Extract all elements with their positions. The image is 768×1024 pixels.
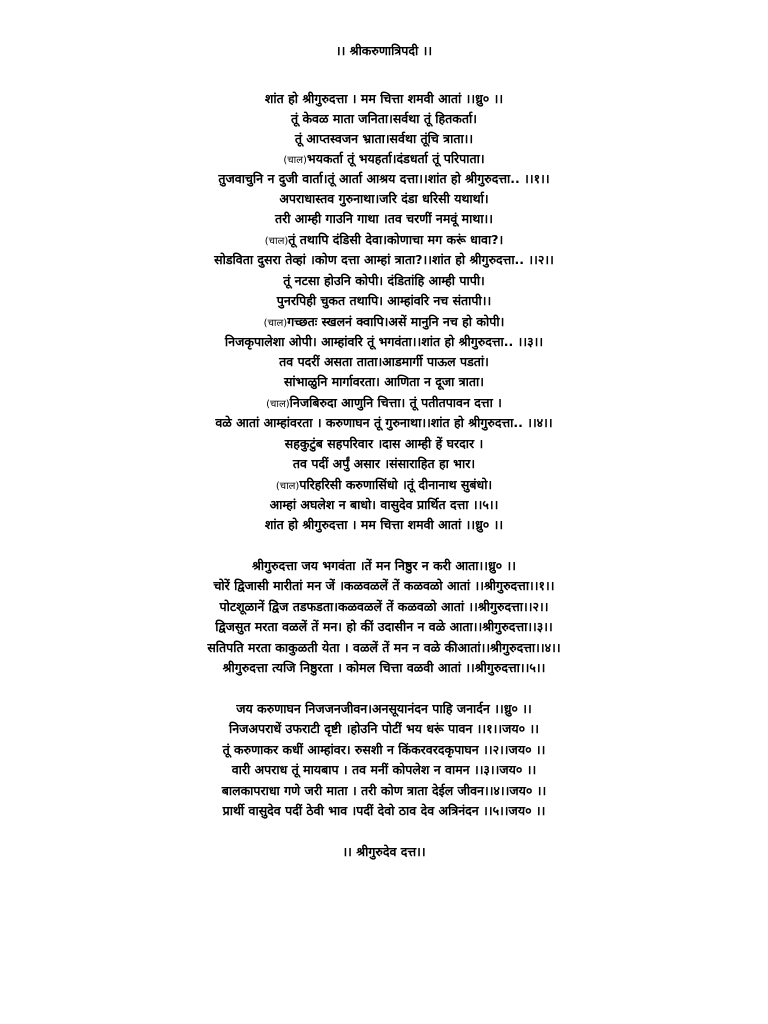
verse-line	[0, 782, 768, 800]
verse-text: सहकुटुंब सहपरिवार ।दास आम्ही हें घरदार ।	[284, 436, 484, 451]
verse-text: तूं केवळ माता जनिता।सर्वथा तूं हितकर्ता।	[290, 111, 477, 126]
verse-line	[0, 476, 768, 496]
verse-line	[0, 210, 768, 228]
verse-text: श्रीगुरुदत्ता त्यजि निष्ठुरता । कोमल चित्ता वळवी आतां ।।श्रीगुरुदत्ता।।५।।	[222, 660, 546, 675]
verse-text: सोडविता दुसरा तेव्हां ।कोण दत्ता आम्हां त्राता?।।शांत हो श्रीगुरुदत्ता.. ।।२।।	[214, 252, 554, 267]
verse-line	[0, 90, 768, 108]
chaal-tag: (चाल)	[266, 399, 290, 410]
verse-line	[0, 170, 768, 188]
verse-line	[0, 496, 768, 514]
verse-text: अपराधास्तव गुरुनाथा।जरि दंडा धरिसी यथार्था।	[279, 191, 489, 206]
verse-line	[0, 313, 768, 333]
verse-text: तुजवाचुनि न दुजी वार्ता।तूं आर्ता आश्रय दत्ता।।शांत हो श्रीगुरुदत्ता.. ।।१।।	[218, 171, 550, 186]
verse-line	[0, 190, 768, 208]
verse-text: निजकृपालेशा ओपी। आम्हांवरि तूं भगवंता।।शांत हो श्रीगुरुदत्ता.. ।।३।।	[224, 334, 544, 349]
closing-line: ।। श्रीगुरुदेव दत्त।।	[342, 844, 426, 859]
verse-text: निजअपराधें उफराटी दृष्टी ।होउनि पोटीं भय धरूं पावन ।।१।।जय० ।।	[229, 721, 539, 736]
verse-text: तूं तथापि दंडिसी देवा।कोणाचा मग करूं धावा?।	[288, 232, 504, 247]
verse-text: निजबिरुदा आणुनि चित्ता। तूं पतीतपावन दत्ता ।	[289, 395, 502, 410]
verse-text: वारी अपराध तूं मायबाप । तव मनीं कोपलेश न वामन ।।३।।जय० ।।	[231, 762, 537, 777]
verse-line	[0, 639, 768, 657]
verse-text: तूं नटसा होउनि कोपी। दंडितांहि आम्ही पापी।	[283, 273, 485, 288]
verse-text: प्रार्थी वासुदेव पदीं ठेवी भाव ।पदीं देवो ठाव देव अत्रिनंदन ।।५।।जय० ।।	[222, 803, 546, 818]
verse-line	[0, 110, 768, 128]
verse-line	[0, 618, 768, 636]
verse-line	[0, 455, 768, 473]
verse-text: परिहरिसी करुणासिंधो ।तूं दीनानाथ सुबंधो।	[299, 477, 493, 492]
chaal-tag: (चाल)	[264, 236, 289, 247]
verse-line	[0, 394, 768, 414]
verse-line	[0, 720, 768, 738]
verse-text: गच्छतः स्खलनं क्वापि।असें मानुनि नच हो कोपी।	[287, 314, 505, 329]
verse-text: सतिपति मरता काकुळती येता । वळलें तें मन न वळे कीआतां।।श्रीगुरुदत्ता।।४।।	[207, 640, 561, 655]
verse-line	[0, 414, 768, 432]
verse-text: श्रीगुरुदत्ता जय भगवंता ।तें मन निष्ठुर न करी आता।।ध्रु० ।।	[251, 558, 517, 573]
verse-text: द्विजसुत मरता वळलें तें मन। हो कीं उदासीन न वळे आता।।श्रीगुरुदत्ता।।३।।	[215, 619, 553, 634]
verse-line	[0, 231, 768, 251]
verse-text: तरी आम्ही गाउनि गाथा ।तव चरणीं नमवूं माथा।।	[274, 211, 494, 226]
verse-line	[0, 435, 768, 453]
verse-text: तूं आप्तस्वजन भ्राता।सर्वथा तूंचि त्राता।।	[294, 131, 474, 146]
verse-line	[0, 373, 768, 391]
verse-text: बालकापराधा गणे जरी माता । तरी कोण त्राता देईल जीवन।।४।।जय० ।।	[221, 783, 547, 798]
verse-line	[0, 272, 768, 290]
verse-text: वळे आतां आम्हांवरता । करुणाघन तूं गुरुनाथा।।शांत हो श्रीगुरुदत्ता.. ।।४।।	[215, 415, 553, 430]
verse-line	[0, 659, 768, 677]
verse-line	[0, 516, 768, 534]
verse-text: आम्हां अघलेश न बाधो। वासुदेव प्रार्थित दत्ता ।।५।।	[269, 497, 499, 512]
verse-line	[0, 292, 768, 310]
verse-line	[0, 130, 768, 148]
verse-line	[0, 333, 768, 351]
verse-line	[0, 700, 768, 718]
chaal-tag: (चाल)	[283, 155, 307, 166]
verse-line	[0, 353, 768, 371]
verse-text: तव पदीं अर्पुं असार ।संसाराहित हा भार।	[292, 456, 476, 471]
verse-text: तव पदरीं असता ताता।आडमार्गी पाऊल पडतां।	[279, 354, 489, 369]
verse-text: पुनरपिही चुकत तथापि। आम्हांवरि नच संतापी।।	[276, 293, 492, 308]
verse-line	[0, 761, 768, 779]
verse-line	[0, 557, 768, 575]
verse-text: पोटशूळानें द्विज तडफडता।कळवळलें तें कळवळो आतां ।।श्रीगुरुदत्ता।।२।।	[219, 599, 549, 614]
verse-text: शांत हो श्रीगुरुदत्ता । मम चित्ता शमवी आतां ।।ध्रु० ।।	[264, 91, 504, 106]
verse-text: भयकर्ता तूं भयहर्ता।दंडधर्ता तूं परिपाता।	[306, 151, 485, 166]
verse-line	[0, 741, 768, 759]
chaal-tag: (चाल)	[263, 318, 288, 329]
verse-text: शांत हो श्रीगुरुदत्ता । मम चित्ता शमवी आतां ।।ध्रु० ।।	[264, 517, 504, 532]
chaal-tag: (चाल)	[275, 481, 300, 492]
verse-text: तूं करुणाकर कधीं आम्हांवर। रुसशी न किंकरवरदकृपाघन ।।२।।जय० ।।	[222, 742, 546, 757]
verse-text: सांभाळुनि मार्गावरता। आणिता न दूजा त्राता।	[283, 374, 485, 389]
verse-line	[0, 802, 768, 820]
verse-line	[0, 598, 768, 616]
verse-text: जय करुणाघन निजजनजीवन।अनसूयानंदन पाहि जनार्दन ।।ध्रु० ।।	[236, 701, 532, 716]
document-title: ।। श्रीकरुणात्रिपदी ।।	[335, 43, 433, 58]
verse-text: चोरें द्विजासी मारीतां मन जें ।कळवळलें तें कळवळो आतां ।।श्रीगुरुदत्ता।।१।।	[213, 578, 555, 593]
verse-line	[0, 577, 768, 595]
verse-line	[0, 251, 768, 269]
verse-line	[0, 150, 768, 170]
